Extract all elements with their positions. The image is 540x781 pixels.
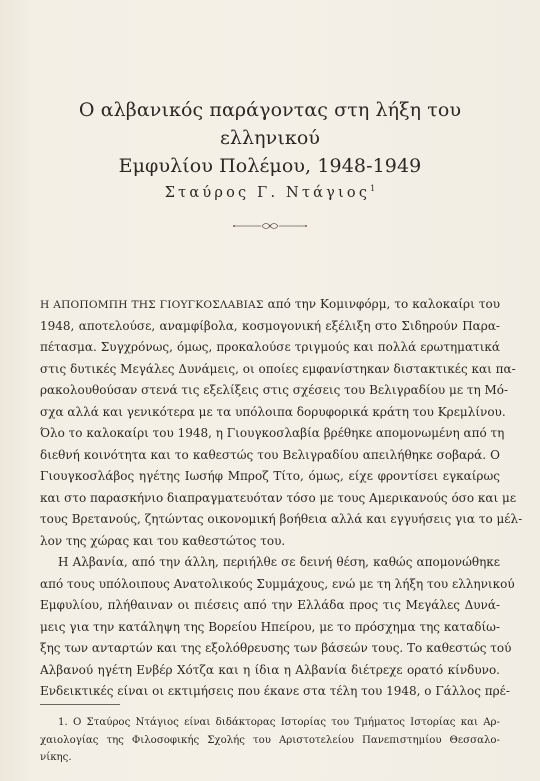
paragraph-1-line: Γιουγκοσλάβος ηγέτης Ιωσήφ Μπροζ Τίτο, όμως, είχε φροντίσει εγκαίρως (40, 469, 500, 483)
chapter-title-line-1: Ο αλβανικός παράγοντας στη λήξη του ελληνικού (78, 99, 462, 149)
footnote-line: χαιολογίας της Φιλοσοφικής Σχολής του Αριστοτελείου Πανεπιστημίου Θεσσαλο- (40, 734, 500, 746)
paragraph-1-line: 1948, αποτελούσε, αναμφίβολα, κοσμογονική εξέλιξη στο Σιδηρούν Παρα- (40, 318, 500, 333)
author-byline (0, 184, 540, 201)
author-name: Σταύρος Γ. Ντάγιος (164, 185, 371, 201)
paragraph-1-line: Όλο το καλοκαίρι του 1948, η Γιουγκοσλαβία βρέθηκε απομονωμένη από τη (40, 426, 505, 440)
paragraph-lead-smallcaps: Η ΑΠΟΠΟΜΠΗ ΤΗΣ ΓΙΟΥΓΚΟΣΛΑΒΙΑΣ (40, 299, 264, 311)
paragraph-1-line-1: Η ΑΠΟΠΟΜΠΗ ΤΗΣ ΓΙΟΥΓΚΟΣΛΑΒΙΑΣ από την Κομινφόρμ, το καλοκαίρι του (40, 297, 501, 311)
footnote-divider (40, 704, 120, 705)
paragraph-2-line: από τους υπόλοιπους Ανατολικούς Συμμάχους, ενώ με τη λήξη του ελληνικού (40, 576, 515, 591)
paragraph-1-line: πέτασμα. Συγχρόνως, όμως, προκαλούσε τριγμούς και πολλά ερωτηματικά (40, 340, 500, 354)
paragraph-1-line: ρακολουθούσαν στενά τις εξελίξεις στις σχέσεις του Βελιγραδίου με τη Μό- (40, 383, 509, 397)
paragraph-2-line: Η Αλβανία, από την άλλη, περιήλθε σε δεινή θέση, καθώς απομονώθηκε (58, 555, 500, 569)
chapter-title (40, 96, 500, 180)
author-footnote-mark: 1 (370, 184, 376, 193)
paragraph-2-line: μεις για την κατάληψη της Βορείου Ηπείρου, με το πρόσχημα της καταδίω- (40, 619, 500, 634)
paragraph-2-line: Εμφυλίου, πλήθαιναν οι πιέσεις από την Ελλάδα προς τις Μεγάλες Δυνά- (40, 598, 500, 612)
paragraph-2-line: Αλβανού ηγέτη Ενβέρ Χότζα και η ίδια η Αλβανία διέτρεχε ορατό κίνδυνο. (40, 662, 500, 677)
paragraph-1-line: τους Βρετανούς, ζητώντας οικονομική βοήθεια αλλά και εγγυήσεις για το μέλ- (40, 512, 523, 526)
paragraph-2-line: Ενδεικτικές είναι οι εκτιμήσεις που έκανε στα τέλη του 1948, ο Γάλλος πρέ- (40, 684, 510, 698)
chapter-title-line-2: Εμφυλίου Πολέμου, 1948-1949 (118, 155, 422, 177)
body-text (40, 294, 523, 703)
footnote (40, 714, 500, 767)
paragraph-2-line: ξης των ανταρτών και της εξολόθρευσης των βάσεών τους. Το καθεστώς τού (40, 641, 512, 655)
decorative-ornament-icon (232, 221, 308, 231)
paragraph-1-line: διεθνή κοινότητα και το καθεστώς του Βελιγραδίου απειλήθηκε σοβαρά. Ο (40, 447, 500, 462)
paragraph-1-line: σχα αλλά και γενικότερα με τα υπόλοιπα δορυφορικά κράτη του Κρεμλίνου. (40, 404, 506, 419)
footnote-line: νίκης. (40, 752, 72, 763)
paragraph-1-line: και στο παρασκήνιο διαπραγματευόταν τόσο με τους Αμερικανούς όσο και με (40, 490, 517, 505)
paragraph-1-line: λον της χώρας και του καθεστώτος του. (40, 533, 286, 548)
paragraph-1-line: στις δυτικές Μεγάλες Δυνάμεις, οι οποίες εμφανίστηκαν διστακτικές και πα- (40, 361, 516, 376)
footnote-line: 1. Ο Σταύρος Ντάγιος είναι διδάκτορας Ιστορίας του Τμήματος Ιστορίας και Αρ- (58, 717, 500, 728)
